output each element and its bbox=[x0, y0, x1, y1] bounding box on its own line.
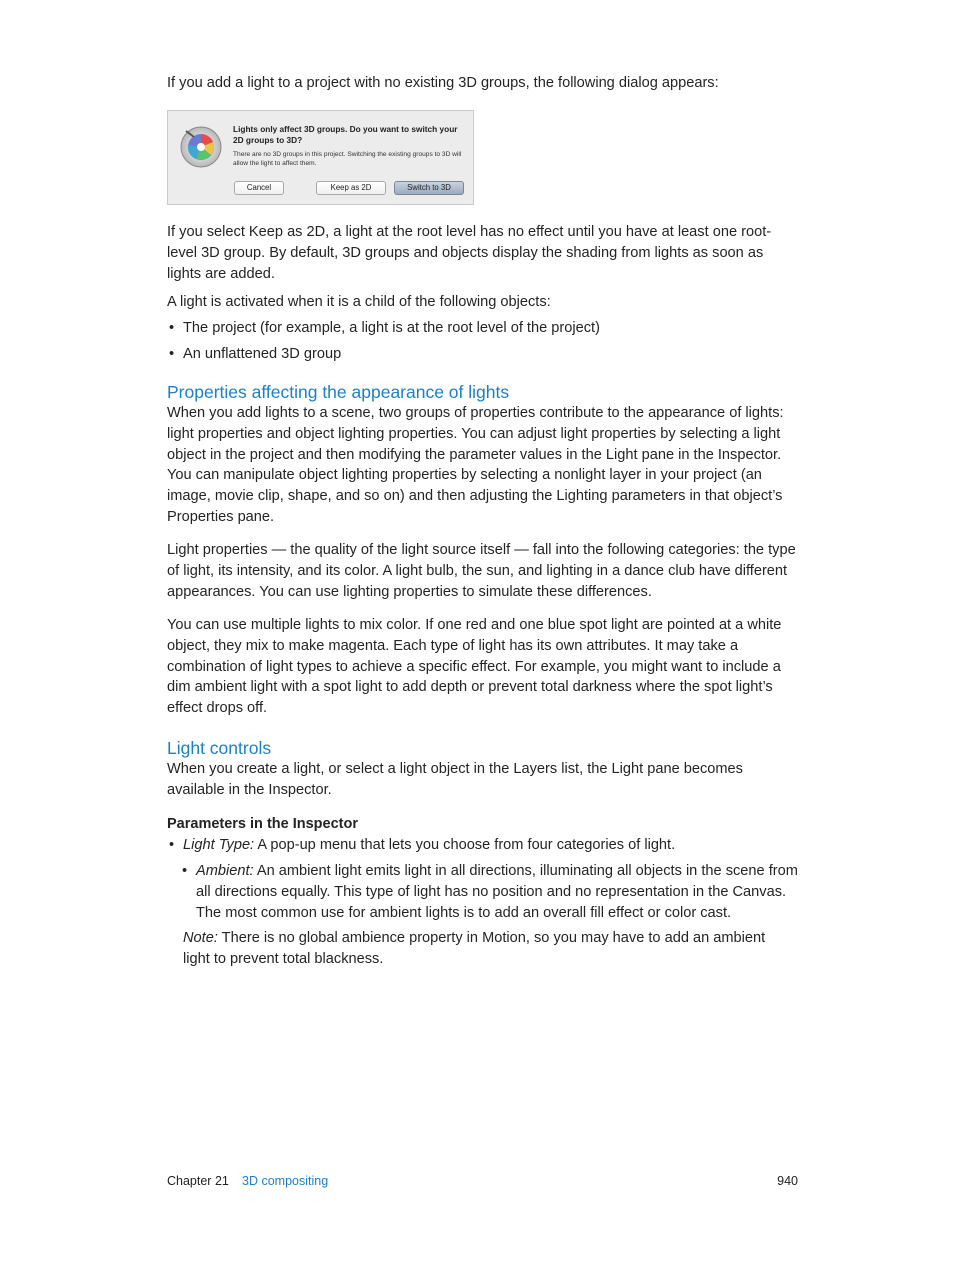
subheading-parameters: Parameters in the Inspector bbox=[167, 816, 358, 832]
properties-paragraph-1: When you add lights to a scene, two groups of properties contribute to the appearance of lights: light properties and object lighting properties. You can adjust light properties by selecting a light object in the project and then modifying the parameter values in the Light pane in the Inspector. You can manipulate object lighting properties by selecting a nonlight layer in your project (an image, movie clip, shape, and so on) and then adjusting the Lighting parameters in that object’s Properties pane. bbox=[167, 405, 784, 525]
section-heading-light-controls: Light controls bbox=[167, 738, 272, 758]
switch-to-3d-dialog bbox=[167, 110, 474, 205]
bullet: • bbox=[169, 320, 175, 336]
activation-paragraph: A light is activated when it is a child of the following objects: bbox=[167, 294, 551, 310]
properties-paragraph-3: You can use multiple lights to mix color. If one red and one blue spot light are pointed at a white object, they mix to make magenta. Each type of light has its own attributes. It may take a combination of light types to achieve a specific effect. For example, you might want to include a dim ambient light with a spot light to add depth or prevent total darkness where the spot light’s effect drops off. bbox=[167, 617, 782, 717]
list-item-light-type bbox=[167, 835, 675, 856]
footer-section-link[interactable]: 3D compositing bbox=[242, 1174, 329, 1188]
term-ambient: Ambient: bbox=[196, 863, 254, 879]
note-text: There is no global ambience property in Motion, so you may have to add an ambient light to prevent total blackness. bbox=[183, 930, 766, 967]
ambient-description: An ambient light emits light in all directions, illuminating all objects in the scene from all directions equally. This type of light has no position and no representation in the Canvas. The most common use for ambient lights is to add an overall fill effect or color cast. bbox=[196, 863, 798, 921]
section-heading-properties: Properties affecting the appearance of lights bbox=[167, 382, 510, 402]
dialog-message: There are no 3D groups in this project. Switching the existing groups to 3D will allow the light to affect them. bbox=[233, 151, 462, 167]
list-item-ambient bbox=[167, 861, 802, 923]
note-label: Note: bbox=[183, 930, 218, 946]
bullet: • bbox=[182, 863, 188, 879]
bullet: • bbox=[169, 346, 175, 362]
list-item-text: An unflattened 3D group bbox=[183, 346, 342, 362]
light-controls-paragraph: When you create a light, or select a light object in the Layers list, the Light pane becomes available in the Inspector. bbox=[167, 761, 743, 798]
keep-2d-paragraph: If you select Keep as 2D, a light at the root level has no effect until you have at least one root-level 3D group. By default, 3D groups and objects display the shading from lights as soon as lights are added. bbox=[167, 224, 772, 282]
bullet: • bbox=[169, 837, 175, 853]
list-item bbox=[167, 344, 341, 365]
term-light-type: Light Type: bbox=[183, 837, 255, 853]
dialog-title: Lights only affect 3D groups. Do you want to switch your 2D groups to 3D? bbox=[233, 124, 458, 145]
properties-paragraph-2: Light properties — the quality of the light source itself — fall into the following categories: the type of light, its intensity, and its color. A light bulb, the sun, and lighting in a dance club have different appearances. You can use lighting properties to simulate these differences. bbox=[167, 542, 796, 600]
keep-as-2d-button[interactable]: Keep as 2D bbox=[316, 181, 386, 195]
cancel-button[interactable]: Cancel bbox=[234, 181, 284, 195]
switch-to-3d-button[interactable]: Switch to 3D bbox=[394, 181, 464, 195]
motion-app-icon bbox=[178, 123, 224, 169]
footer-chapter: Chapter 21 bbox=[167, 1174, 229, 1188]
intro-paragraph: If you add a light to a project with no existing 3D groups, the following dialog appears: bbox=[167, 75, 719, 91]
list-item-text: The project (for example, a light is at the root level of the project) bbox=[183, 320, 600, 336]
list-item bbox=[167, 318, 600, 339]
light-type-description: A pop-up menu that lets you choose from four categories of light. bbox=[254, 837, 676, 853]
page-number: 940 bbox=[777, 1174, 798, 1188]
note-paragraph bbox=[183, 928, 783, 970]
